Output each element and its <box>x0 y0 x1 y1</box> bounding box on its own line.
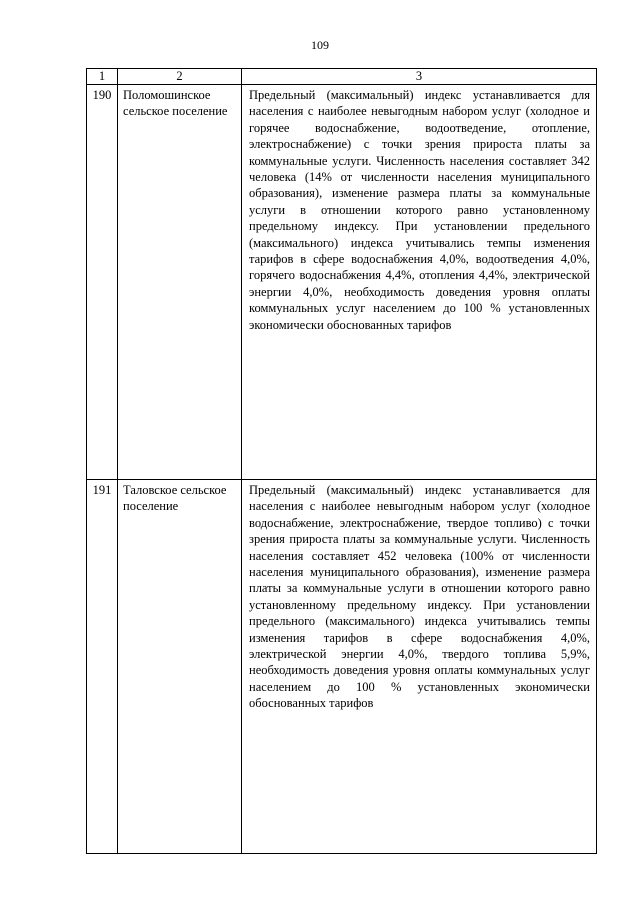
table-row <box>87 85 597 480</box>
table-row <box>87 480 597 854</box>
index-description: Предельный (максимальный) индекс устанавливается для населения с наиболее невыгодным набором услуг (холодное водоснабжение, электроснабжение, твердое топливо) с точки зрения прироста платы за коммунальные услуги. Численность населения составляет 452 человека (100% от численности населения муниципального образования), изменение размера платы за коммунальные услуги в отношении которого равно установленному предельному индексу. При установлении предельного (максимального) индекса учитывались темпы изменения тарифов в сфере водоснабжения 4,0%, электрической энергии 4,0%, твердого топлива 5,9%, необходимость доведения уровня оплаты коммунальных услуг населением до 100 % установленных экономически обоснованных тарифов <box>242 480 597 854</box>
row-number: 191 <box>87 480 118 854</box>
header-cell-3: 3 <box>242 69 597 85</box>
table-header-row <box>87 69 597 85</box>
settlement-name: Таловское сельское поселение <box>118 480 242 854</box>
header-cell-2: 2 <box>118 69 242 85</box>
settlement-name: Поломошинское сельское поселение <box>118 85 242 480</box>
header-cell-1: 1 <box>87 69 118 85</box>
index-description: Предельный (максимальный) индекс устанавливается для населения с наиболее невыгодным набором услуг (холодное и горячее водоснабжение, водоотведение, отопление, электроснабжение) с точки зрения прироста платы за коммунальные услуги. Численность населения составляет 342 человека (14% от численности населения муниципального образования), изменение размера платы за коммунальные услуги в отношении которого равно установленному предельному индексу. При установлении предельного (максимального) индекса учитывались темпы изменения тарифов в сфере водоснабжения 4,0%, водоотведения 4,0%, горячего водоснабжения 4,4%, отопления 4,4%, электрической энергии 4,0%, необходимость доведения уровня оплаты коммунальных услуг населением до 100 % установленных экономически обоснованных тарифов <box>242 85 597 480</box>
row-number: 190 <box>87 85 118 480</box>
page-number: 109 <box>311 38 329 52</box>
data-table <box>86 68 597 854</box>
